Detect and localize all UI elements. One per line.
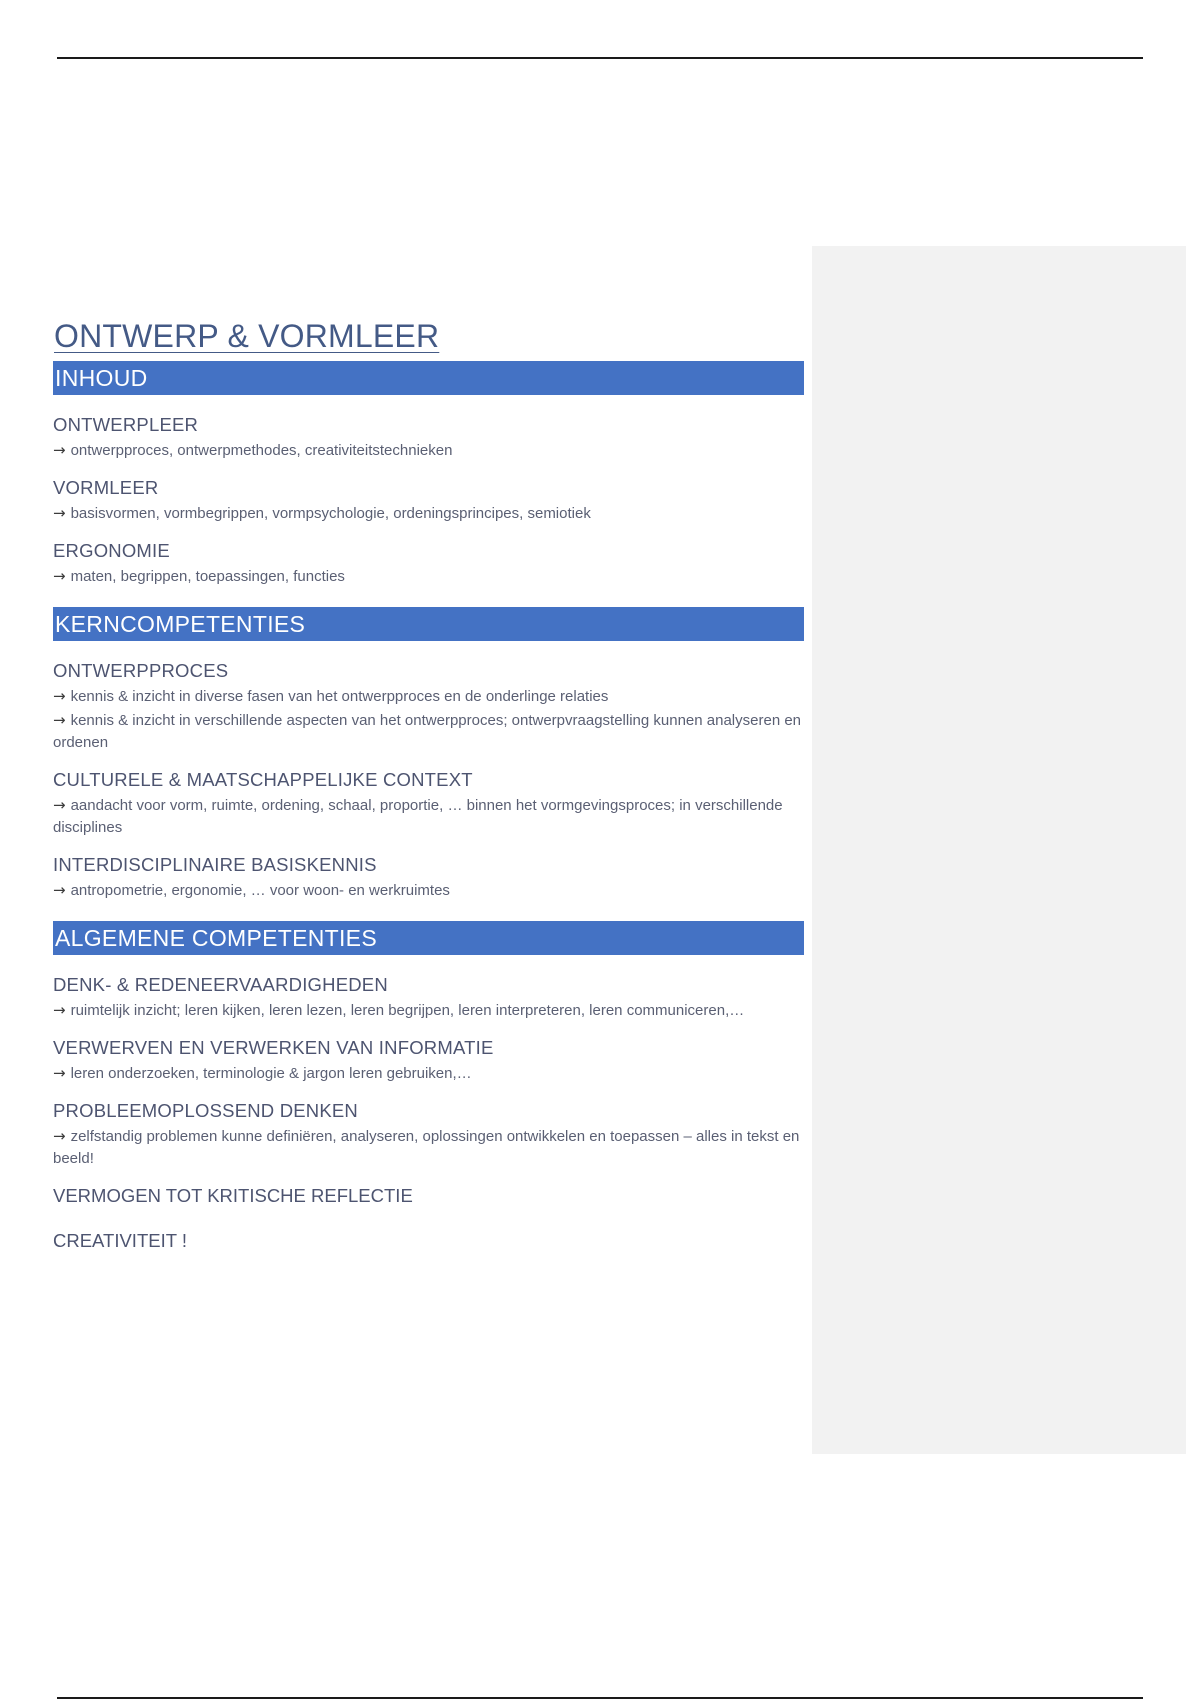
list-item [53,852,804,902]
item-text: antropometrie, ergonomie, … voor woon- en werkruimtes [70,882,450,899]
arrow-icon: → [53,504,66,522]
arrow-icon: → [53,1127,66,1145]
item-text: kennis & inzicht in diverse fasen van het ontwerpproces en de onderlinge relaties [70,688,609,705]
document-title: ONTWERP & VORMLEER [54,318,440,354]
arrow-icon: → [53,1064,66,1082]
item-text: kennis & inzicht in verschillende aspecten van het ontwerpproces; ontwerpvraagstelling kunnen analyseren en ordenen [53,712,802,751]
list-item [53,1098,804,1170]
arrow-icon: → [53,796,66,814]
item-text: maten, begrippen, toepassingen, functies [70,568,345,585]
item-text: aandacht voor vorm, ruimte, ordening, schaal, proportie, … binnen het vormgevingsproces; in verschillende disciplines [53,797,783,836]
item-title: VERWERVEN EN VERWERKEN VAN INFORMATIE [53,1037,494,1058]
list-item [53,767,804,839]
arrow-icon: → [53,687,66,705]
item-title: ERGONOMIE [53,540,170,561]
item-title: VORMLEER [53,477,159,498]
list-item [53,412,804,462]
list-item [53,538,804,588]
item-title: CULTURELE & MAATSCHAPPELIJKE CONTEXT [53,769,473,790]
section-heading-inhoud: INHOUD [53,361,804,395]
arrow-icon: → [53,711,66,729]
arrow-icon: → [53,441,66,459]
item-title-creativiteit: CREATIVITEIT ! [53,1230,187,1251]
item-title: INTERDISCIPLINAIRE BASISKENNIS [53,854,377,875]
item-title: ONTWERPLEER [53,414,199,435]
item-text: ontwerpproces, ontwerpmethodes, creativiteitstechnieken [70,442,453,459]
item-text: leren onderzoeken, terminologie & jargon leren gebruiken,… [70,1065,472,1082]
section-heading-kerncompetenties: KERNCOMPETENTIES [53,607,804,641]
item-title: ONTWERPPROCES [53,660,229,681]
item-title-kritische-reflectie: VERMOGEN TOT KRITISCHE REFLECTIE [53,1185,413,1206]
list-item [53,658,804,754]
arrow-icon: → [53,1001,66,1019]
section-heading-algemene-competenties: ALGEMENE COMPETENTIES [53,921,804,955]
item-text: basisvormen, vormbegrippen, vormpsychologie, ordeningsprincipes, semiotiek [70,505,591,522]
item-title: DENK- & REDENEERVAARDIGHEDEN [53,974,388,995]
item-text: zelfstandig problemen kunne definiëren, analyseren, oplossingen ontwikkelen en toepassen – alles in tekst en beeld! [53,1128,800,1167]
item-title: PROBLEEMOPLOSSEND DENKEN [53,1100,358,1121]
item-text: ruimtelijk inzicht; leren kijken, leren lezen, leren begrijpen, leren interpreteren, leren communiceren,… [70,1002,745,1019]
list-item [53,475,804,525]
list-item [53,972,804,1022]
footer-rule [57,1697,1143,1699]
arrow-icon: → [53,567,66,585]
header-rule [57,57,1143,59]
arrow-icon: → [53,881,66,899]
document-content [53,316,804,1273]
list-item [53,1035,804,1085]
sidebar-panel [812,246,1186,1454]
